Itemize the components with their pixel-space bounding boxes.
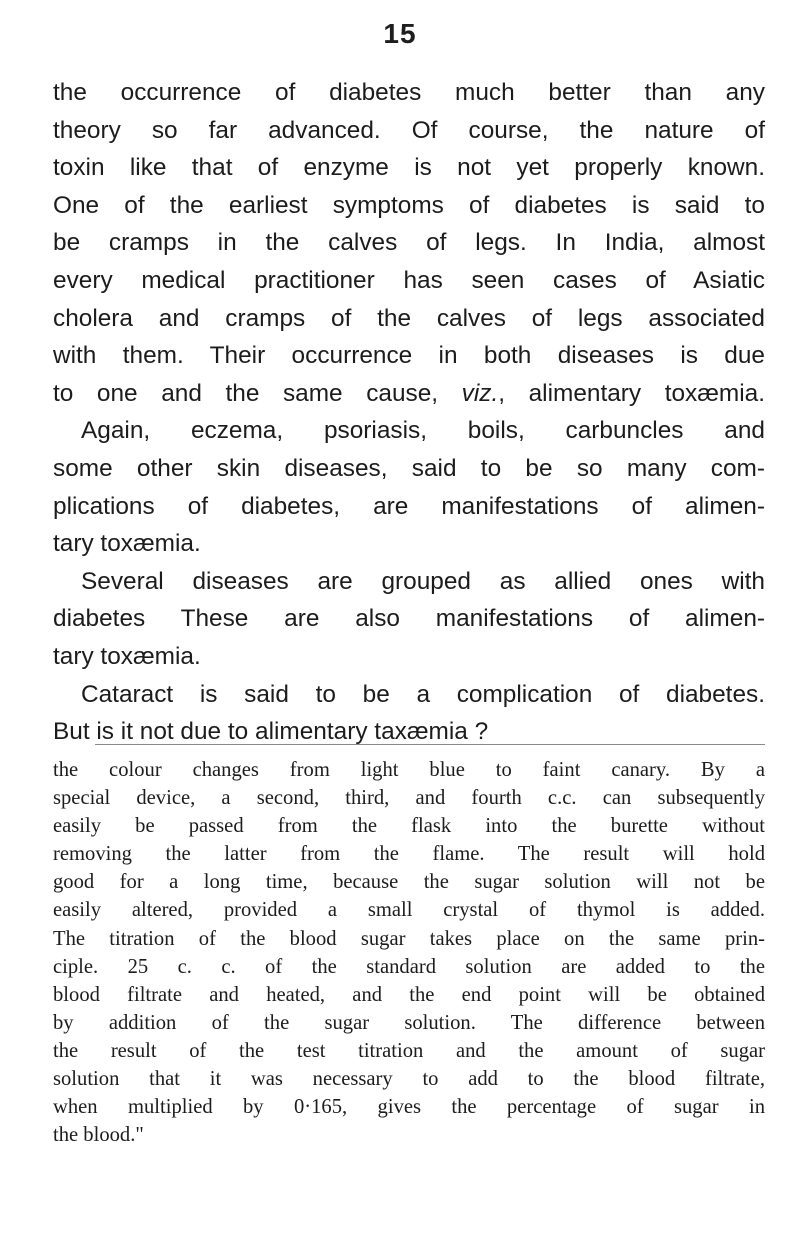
body-line: plications of diabetes, are manifestations of alimen- [53,492,765,520]
footnote-line: solution that it was necessary to add to the blood filtrate, [53,1068,765,1091]
body-line: One of the earliest symptoms of diabetes is said to [53,191,765,219]
footnote-line: easily be passed from the flask into the burette without [53,815,765,838]
body-line: to one and the same cause, viz., alimentary toxæmia. [53,379,766,407]
italic-viz: viz. [461,379,499,407]
footnote-line: good for a long time, because the sugar solution will not be [53,871,765,894]
body-line: Again, eczema, psoriasis, boils, carbuncles and [81,417,765,445]
body-line: tary toxæmia. [53,530,201,558]
footnote-line: blood filtrate and heated, and the end point will be obtained [53,983,765,1006]
body-line: some other skin diseases, said to be so many com- [53,454,765,482]
body-line: with them. Their occurrence in both diseases is due [53,342,765,370]
body-line: be cramps in the calves of legs. In India, almost [53,229,765,257]
footnote-line: ciple. 25 c. c. of the standard solution are added to the [53,955,765,978]
footnote-line: by addition of the sugar solution. The difference between [53,1011,765,1034]
body-line: But is it not due to alimentary taxæmia ? [53,718,489,746]
footnote-line: the colour changes from light blue to faint canary. By a [53,759,765,781]
body-line: toxin like that of enzyme is not yet properly known. [53,154,765,182]
body-line: Cataract is said to be a complication of diabetes. [81,680,765,708]
body-line: the occurrence of diabetes much better than any [53,79,765,106]
body-line: every medical practitioner has seen cases of Asiatic [53,266,765,294]
body-line: diabetes These are also manifestations of alimen- [53,605,765,633]
body-line: tary toxæmia. [53,642,201,670]
body-line: cholera and cramps of the calves of legs associated [53,304,765,332]
footnote-text [53,756,765,1149]
body-line: theory so far advanced. Of course, the nature of [53,116,765,144]
footnote-line: removing the latter from the flame. The result will hold [53,843,765,866]
footnote-line: special device, a second, third, and fourth c.c. can subsequently [53,787,765,810]
footnote-line: the result of the test titration and the amount of sugar [53,1039,765,1062]
body-line: Several diseases are grouped as allied ones with [81,567,765,595]
page-number: 15 [383,18,417,49]
footnote-line: when multiplied by 0·165, gives the percentage of sugar in [53,1096,765,1119]
footnote-line: easily altered, provided a small crystal of thymol is added. [53,899,765,922]
body-text [53,74,765,751]
footnote-divider [95,744,765,745]
footnote-line: The titration of the blood sugar takes place on the same prin- [53,927,765,950]
footnote-line: the blood." [53,1124,144,1147]
